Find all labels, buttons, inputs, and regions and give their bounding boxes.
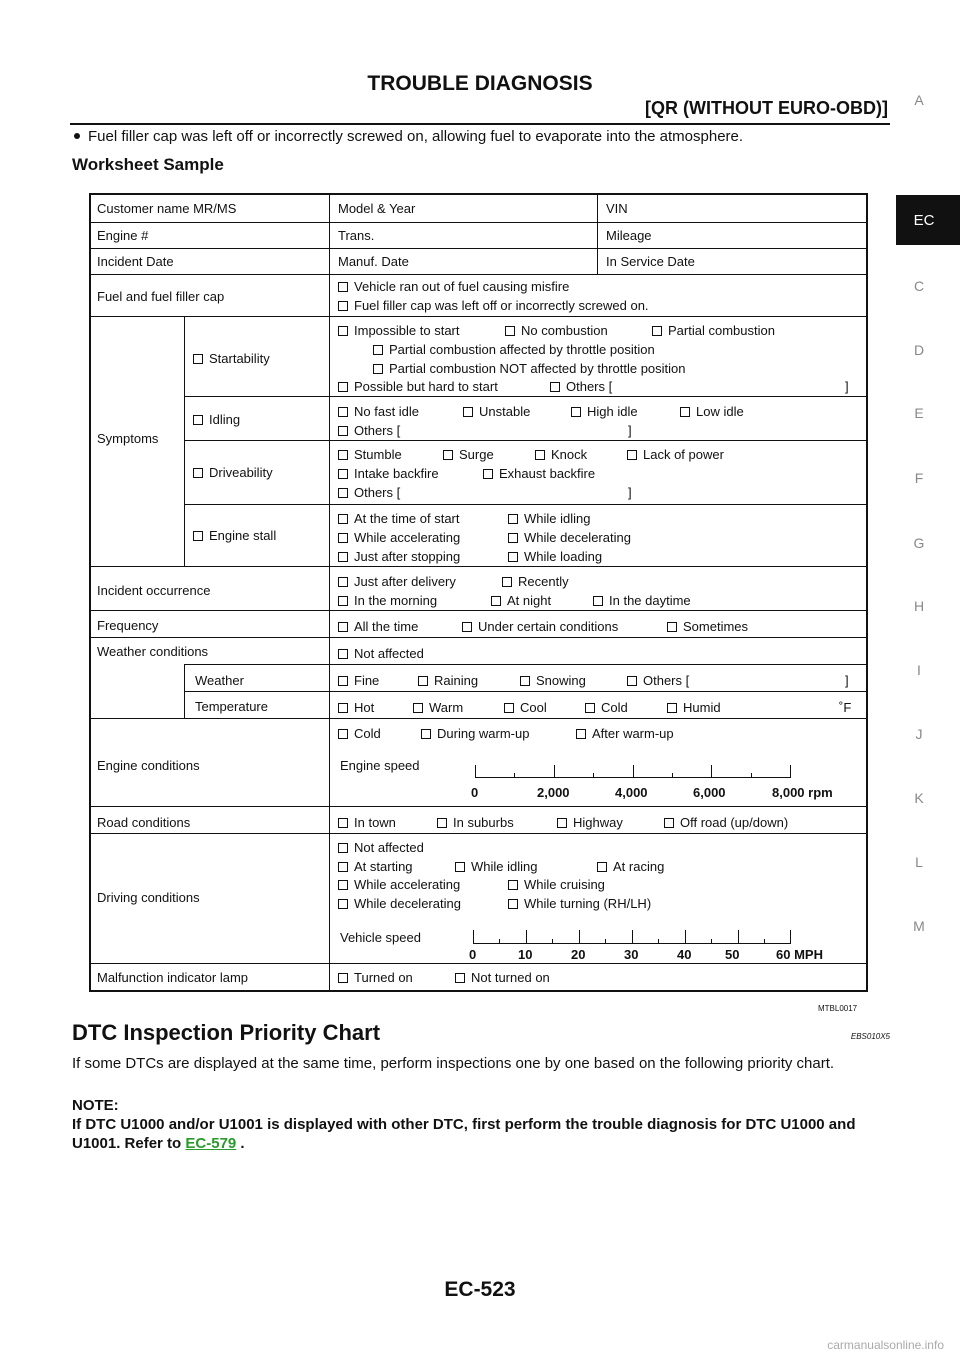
customer-name-label: Customer name MR/MS (97, 201, 237, 216)
checkbox-during-warm-up[interactable]: During warm-up (421, 726, 529, 741)
checkbox-at-racing[interactable]: At racing (597, 859, 664, 874)
checkbox-startability[interactable]: Startability (193, 351, 270, 366)
checkbox-exhaust-backfire[interactable]: Exhaust backfire (483, 466, 595, 481)
row-divider (184, 691, 866, 692)
checkbox-weather-not-affected[interactable]: Not affected (338, 646, 424, 661)
scale-label: 6,000 (693, 785, 726, 800)
note-end: . (236, 1135, 245, 1152)
checkbox-fine[interactable]: Fine (338, 673, 379, 688)
checkbox-cold[interactable]: Cold (585, 700, 628, 715)
checkbox-driveability[interactable]: Driveability (193, 465, 273, 480)
dtc-paragraph: If some DTCs are displayed at the same time, perform inspections one by one based on the following priority chart. (72, 1055, 835, 1072)
row-divider (91, 566, 866, 567)
scale-minor-tick (552, 939, 553, 944)
weather-label: Weather (195, 673, 244, 688)
row-divider (184, 440, 866, 441)
row-divider (91, 637, 866, 638)
scale-label: 0 (471, 785, 479, 800)
engine-conditions-label: Engine conditions (97, 758, 200, 773)
checkbox-driving-while-accelerating[interactable]: While accelerating (338, 877, 460, 892)
scale-label: 4,000 (615, 785, 648, 800)
scale-minor-tick (605, 939, 606, 944)
scale-label: 20 (571, 947, 586, 962)
checkbox-partial-not-throttle[interactable]: Partial combustion NOT affected by throttle position (373, 361, 686, 376)
checkbox-just-after-delivery[interactable]: Just after delivery (338, 574, 456, 589)
symptoms-label: Symptoms (97, 431, 159, 446)
mil-label: Malfunction indicator lamp (97, 970, 249, 985)
col-divider (329, 195, 330, 990)
bullet-text: Fuel filler cap was left off or incorrectly screwed on, allowing fuel to evaporate into the atmosphere. (88, 128, 744, 145)
vehicle-speed-label: Vehicle speed (340, 930, 421, 945)
checkbox-at-night[interactable]: At night (491, 593, 551, 608)
temperature-label: Temperature (195, 699, 268, 714)
bracket-close: ] (845, 379, 849, 394)
checkbox-lack-of-power[interactable]: Lack of power (627, 447, 724, 462)
scale-label: 30 (624, 947, 639, 962)
mileage-label: Mileage (606, 228, 652, 243)
checkbox-low-idle[interactable]: Low idle (680, 404, 744, 419)
scale-minor-tick (593, 773, 594, 778)
scale-major-tick (473, 930, 474, 944)
bracket-close: ] (628, 485, 632, 500)
side-index-ec-active[interactable]: EC (896, 195, 960, 245)
scale-major-tick (738, 930, 739, 944)
watermark: carmanualsonline.info (827, 1338, 944, 1352)
checkbox-all-the-time[interactable]: All the time (338, 619, 418, 634)
incident-date-label: Incident Date (97, 254, 174, 269)
worksheet-title: Worksheet Sample (72, 155, 224, 174)
checkbox-sometimes[interactable]: Sometimes (667, 619, 748, 634)
frequency-label: Frequency (97, 618, 159, 633)
header-rule (70, 123, 890, 125)
checkbox-humid[interactable]: Humid (667, 700, 721, 715)
checkbox-start-others[interactable]: Others [ (550, 379, 612, 394)
checkbox-stall-while-accelerating[interactable]: While accelerating (338, 530, 460, 545)
checkbox-in-the-daytime[interactable]: In the daytime (593, 593, 691, 608)
col-divider (184, 316, 185, 566)
scale-major-tick (711, 765, 712, 778)
scale-major-tick (685, 930, 686, 944)
scale-major-tick (526, 930, 527, 944)
note-body (72, 1115, 890, 1153)
checkbox-snowing[interactable]: Snowing (520, 673, 586, 688)
checkbox-stall-while-idling[interactable]: While idling (508, 511, 590, 526)
side-index-a[interactable]: A (914, 92, 924, 108)
scale-major-tick (790, 930, 791, 944)
side-index-g[interactable]: G (913, 535, 925, 551)
checkbox-high-idle[interactable]: High idle (571, 404, 638, 419)
figure-id: MTBL0017 (818, 1004, 858, 1013)
section-code: EBS010X5 (850, 1032, 890, 1041)
checkbox-driving-while-idling[interactable]: While idling (455, 859, 537, 874)
checkbox-fuel-ran-out[interactable]: Vehicle ran out of fuel causing misfire (338, 279, 569, 294)
checkbox-at-time-of-start[interactable]: At the time of start (338, 511, 460, 526)
driving-conditions-label: Driving conditions (97, 890, 200, 905)
row-divider (91, 718, 866, 719)
bullet-item (72, 128, 743, 145)
section-subtitle: [QR (WITHOUT EURO-OBD)] (645, 98, 888, 118)
bracket-close: ] (628, 423, 632, 438)
checkbox-raining[interactable]: Raining (418, 673, 478, 688)
checkbox-driving-while-decelerating[interactable]: While decelerating (338, 896, 461, 911)
side-index-h[interactable]: H (913, 598, 925, 614)
checkbox-off-road[interactable]: Off road (up/down) (664, 815, 788, 830)
side-index-f[interactable]: F (914, 470, 924, 486)
checkbox-mil-turned-on[interactable]: Turned on (338, 970, 413, 985)
scale-major-tick (475, 765, 476, 778)
scale-label: 60 MPH (776, 947, 823, 962)
scale-label: 2,000 (537, 785, 570, 800)
checkbox-no-combustion[interactable]: No combustion (505, 323, 608, 338)
checkbox-surge[interactable]: Surge (443, 447, 494, 462)
side-index-c[interactable]: C (913, 278, 925, 294)
scale-minor-tick (751, 773, 752, 778)
checkbox-after-warm-up[interactable]: After warm-up (576, 726, 674, 741)
section-title: TROUBLE DIAGNOSIS (367, 72, 593, 95)
row-divider (184, 396, 866, 397)
checkbox-no-fast-idle[interactable]: No fast idle (338, 404, 419, 419)
checkbox-possible-hard-start[interactable]: Possible but hard to start (338, 379, 498, 394)
checkbox-driving-not-affected[interactable]: Not affected (338, 840, 424, 855)
engine-no-label: Engine # (97, 228, 149, 243)
checkbox-impossible-to-start[interactable]: Impossible to start (338, 323, 460, 338)
note-text: If DTC U1000 and/or U1001 is displayed with other DTC, first perform the trouble diagnosis for DTC U1000 and U1001. Refer to (72, 1116, 856, 1152)
checkbox-idle-others[interactable]: Others [ (338, 423, 400, 438)
scale-minor-tick (514, 773, 515, 778)
checkbox-partial-throttle[interactable]: Partial combustion affected by throttle position (373, 342, 655, 357)
scale-label: 40 (677, 947, 692, 962)
side-index (896, 0, 960, 1358)
row-divider (91, 222, 866, 223)
scale-label: 50 (725, 947, 740, 962)
checkbox-highway[interactable]: Highway (557, 815, 623, 830)
vin-label: VIN (606, 201, 628, 216)
scale-major-tick (633, 765, 634, 778)
checkbox-just-after-stopping[interactable]: Just after stopping (338, 549, 460, 564)
side-index-k[interactable]: K (914, 790, 924, 806)
scale-minor-tick (658, 939, 659, 944)
checkbox-knock[interactable]: Knock (535, 447, 587, 462)
scale-minor-tick (499, 939, 500, 944)
bracket-close: ] (845, 673, 849, 688)
worksheet-table (89, 193, 868, 992)
checkbox-while-cruising[interactable]: While cruising (508, 877, 605, 892)
checkbox-warm[interactable]: Warm (413, 700, 463, 715)
scale-minor-tick (711, 939, 712, 944)
checkbox-drive-others[interactable]: Others [ (338, 485, 400, 500)
row-divider (91, 806, 866, 807)
side-index-l[interactable]: L (915, 854, 923, 870)
checkbox-weather-others[interactable]: Others [ (627, 673, 689, 688)
page-number: EC-523 (444, 1278, 516, 1301)
scale-major-tick (632, 930, 633, 944)
checkbox-in-the-morning[interactable]: In the morning (338, 593, 437, 608)
checkbox-intake-backfire[interactable]: Intake backfire (338, 466, 439, 481)
scale-major-tick (579, 930, 580, 944)
checkbox-in-town[interactable]: In town (338, 815, 396, 830)
checkbox-under-certain-conditions[interactable]: Under certain conditions (462, 619, 618, 634)
row-divider (184, 504, 866, 505)
ec-579-link[interactable]: EC-579 (185, 1135, 237, 1152)
manuf-date-label: Manuf. Date (338, 254, 409, 269)
scale-label: 10 (518, 947, 533, 962)
checkbox-mil-not-turned-on[interactable]: Not turned on (455, 970, 550, 985)
checkbox-unstable[interactable]: Unstable (463, 404, 530, 419)
row-divider (184, 664, 866, 665)
checkbox-stall-while-decelerating[interactable]: While decelerating (508, 530, 631, 545)
row-divider (91, 248, 866, 249)
row-divider (91, 610, 866, 611)
row-divider (91, 963, 866, 964)
scale-label: 8,000 rpm (772, 785, 833, 800)
incident-occurrence-label: Incident occurrence (97, 583, 211, 598)
checkbox-fuel-cap-left-off[interactable]: Fuel filler cap was left off or incorrectly screwed on. (338, 298, 649, 313)
checkbox-while-turning[interactable]: While turning (RH/LH) (508, 896, 651, 911)
checkbox-in-suburbs[interactable]: In suburbs (437, 815, 514, 830)
side-index-i[interactable]: I (917, 662, 921, 678)
row-divider (91, 833, 866, 834)
dtc-section-title: DTC Inspection Priority Chart (72, 1020, 381, 1045)
weather-conditions-label: Weather conditions (97, 644, 209, 659)
checkbox-while-loading[interactable]: While loading (508, 549, 602, 564)
checkbox-at-starting[interactable]: At starting (338, 859, 413, 874)
checkbox-hot[interactable]: Hot (338, 700, 374, 715)
checkbox-recently[interactable]: Recently (502, 574, 569, 589)
col-divider (184, 664, 185, 718)
checkbox-engine-cold[interactable]: Cold (338, 726, 381, 741)
model-year-label: Model & Year (338, 201, 416, 216)
scale-minor-tick (672, 773, 673, 778)
checkbox-partial-combustion[interactable]: Partial combustion (652, 323, 775, 338)
col-divider (597, 195, 598, 274)
trans-label: Trans. (338, 228, 375, 243)
fuel-label: Fuel and fuel filler cap (97, 289, 225, 304)
in-service-date-label: In Service Date (606, 254, 695, 269)
bullet-dot-icon (74, 133, 80, 139)
scale-label: 0 (469, 947, 477, 962)
row-divider (91, 274, 866, 275)
temperature-unit: ˚F (839, 700, 852, 715)
side-index-j[interactable]: J (915, 726, 923, 742)
note-heading: NOTE: (72, 1097, 119, 1114)
engine-speed-label: Engine speed (340, 758, 420, 773)
side-index-e[interactable]: E (914, 405, 924, 421)
row-divider (91, 316, 866, 317)
checkbox-cool[interactable]: Cool (504, 700, 547, 715)
scale-major-tick (790, 765, 791, 778)
scale-minor-tick (764, 939, 765, 944)
checkbox-idling[interactable]: Idling (193, 412, 240, 427)
scale-major-tick (554, 765, 555, 778)
road-conditions-label: Road conditions (97, 815, 191, 830)
side-index-d[interactable]: D (913, 342, 925, 358)
side-index-m[interactable]: M (913, 918, 925, 934)
checkbox-stumble[interactable]: Stumble (338, 447, 402, 462)
checkbox-engine-stall[interactable]: Engine stall (193, 528, 276, 543)
